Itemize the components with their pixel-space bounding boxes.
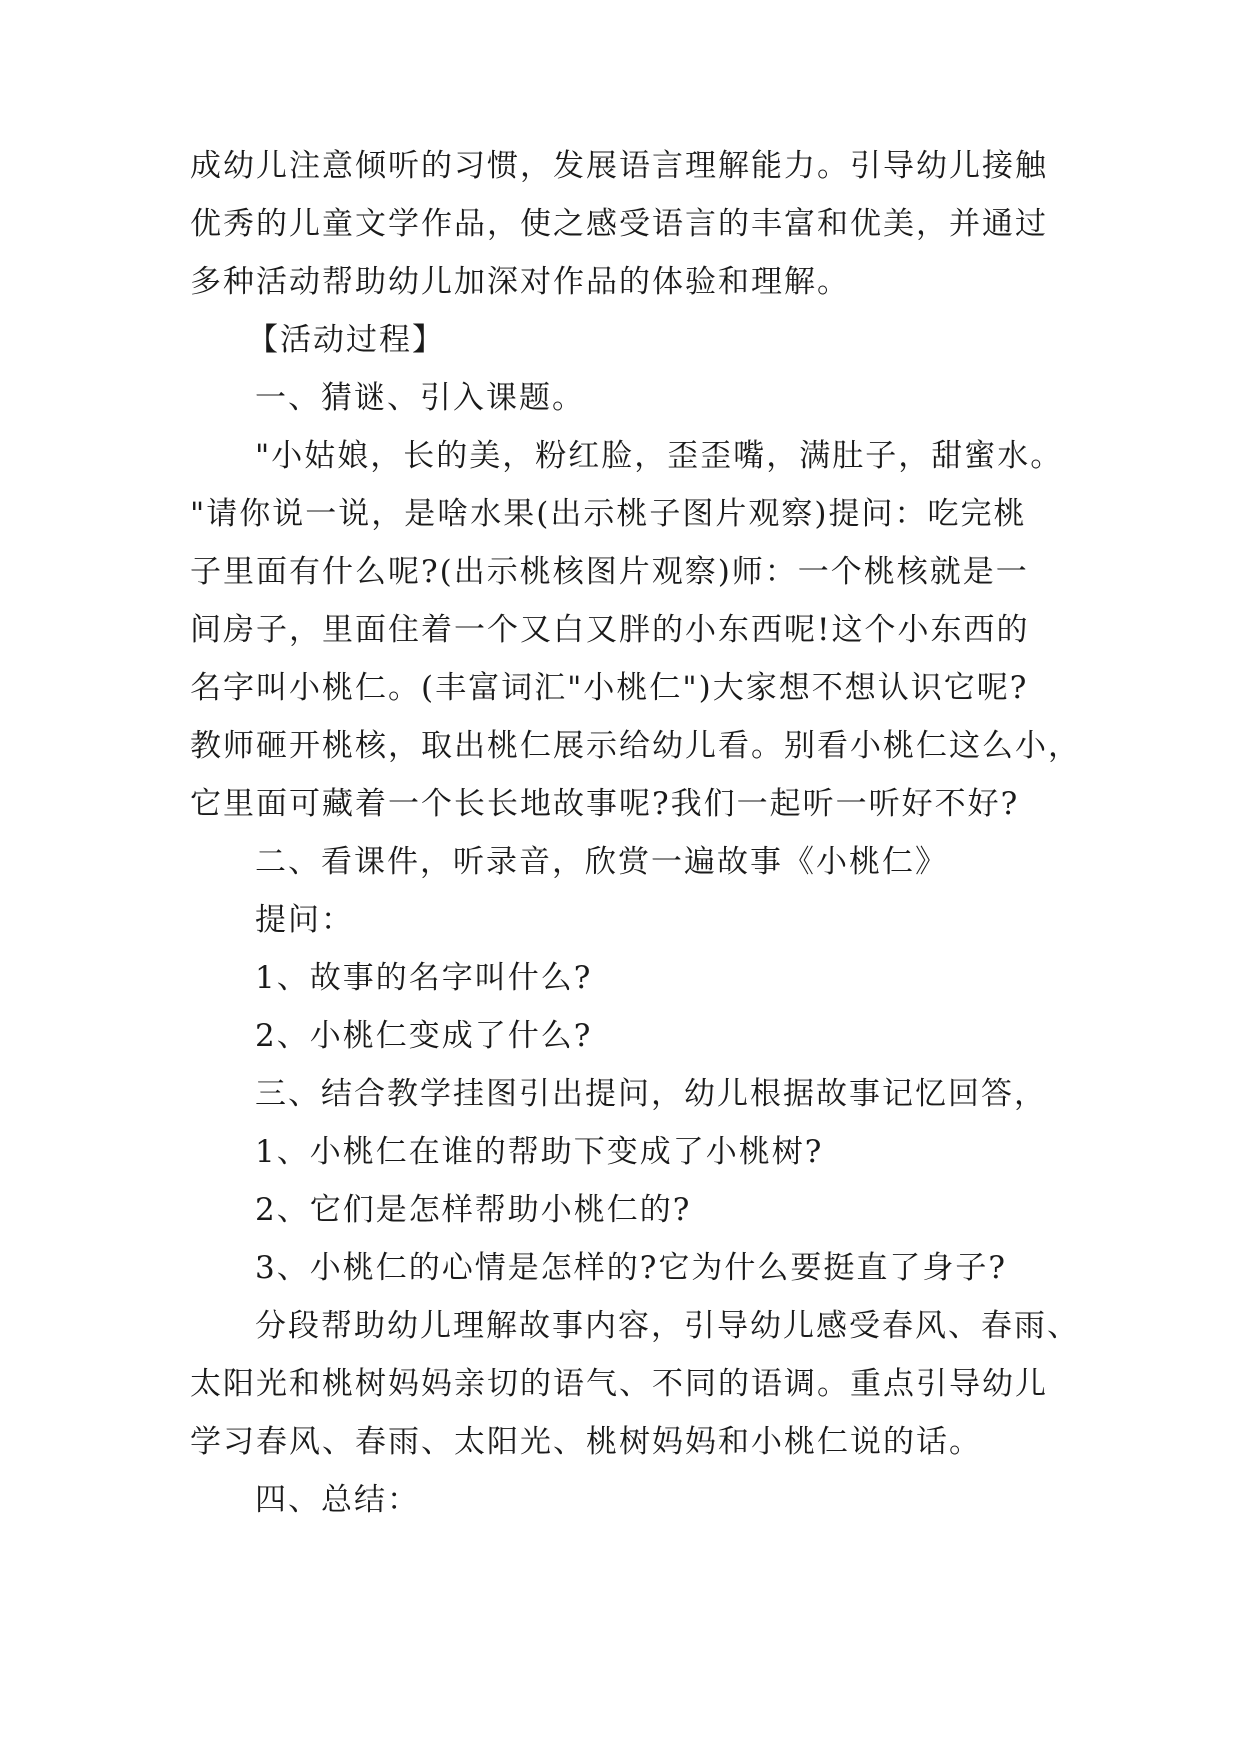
section-heading: 三、结合教学挂图引出提问，幼儿根据故事记忆回答，	[255, 1076, 1047, 1112]
paragraph-line: 多种活动帮助幼儿加深对作品的体验和理解。	[190, 264, 850, 300]
section-heading: 一、猜谜、引入课题。	[255, 380, 585, 416]
paragraph-line: "小姑娘，长的美，粉红脸，歪歪嘴，满肚子，甜蜜水。	[255, 438, 1064, 474]
paragraph-line: 太阳光和桃树妈妈亲切的语气、不同的语调。重点引导幼儿	[190, 1366, 1048, 1402]
paragraph-line: 教师砸开桃核，取出桃仁展示给幼儿看。别看小桃仁这么小，	[190, 728, 1081, 764]
list-item: 2、它们是怎样帮助小桃仁的?	[255, 1192, 692, 1228]
section-heading: 四、总结：	[255, 1482, 420, 1518]
paragraph-line: 间房子，里面住着一个又白又胖的小东西呢!这个小东西的	[190, 612, 1030, 648]
list-item: 3、小桃仁的心情是怎样的?它为什么要挺直了身子?	[255, 1250, 1007, 1286]
section-heading: 二、看课件，听录音，欣赏一遍故事《小桃仁》	[255, 844, 948, 880]
section-heading: 【活动过程】	[247, 322, 445, 358]
paragraph-line: 分段帮助幼儿理解故事内容，引导幼儿感受春风、春雨、	[255, 1308, 1080, 1344]
list-item: 2、小桃仁变成了什么?	[255, 1018, 593, 1054]
paragraph-line: 优秀的儿童文学作品，使之感受语言的丰富和优美，并通过	[190, 206, 1048, 242]
list-item: 1、小桃仁在谁的帮助下变成了小桃树?	[255, 1134, 824, 1170]
paragraph-line: 提问：	[255, 902, 354, 938]
paragraph-line: 它里面可藏着一个长长地故事呢?我们一起听一听好不好?	[190, 786, 1020, 822]
paragraph-line: 学习春风、春雨、太阳光、桃树妈妈和小桃仁说的话。	[190, 1424, 982, 1460]
list-item: 1、故事的名字叫什么?	[255, 960, 593, 996]
paragraph-line: 成幼儿注意倾听的习惯，发展语言理解能力。引导幼儿接触	[190, 148, 1048, 184]
paragraph-line: 名字叫小桃仁。(丰富词汇"小桃仁")大家想不想认识它呢?	[190, 670, 1029, 706]
paragraph-line: 子里面有什么呢?(出示桃核图片观察)师：一个桃核就是一	[190, 554, 1029, 590]
paragraph-line: "请你说一说，是啥水果(出示桃子图片观察)提问：吃完桃	[190, 496, 1027, 532]
